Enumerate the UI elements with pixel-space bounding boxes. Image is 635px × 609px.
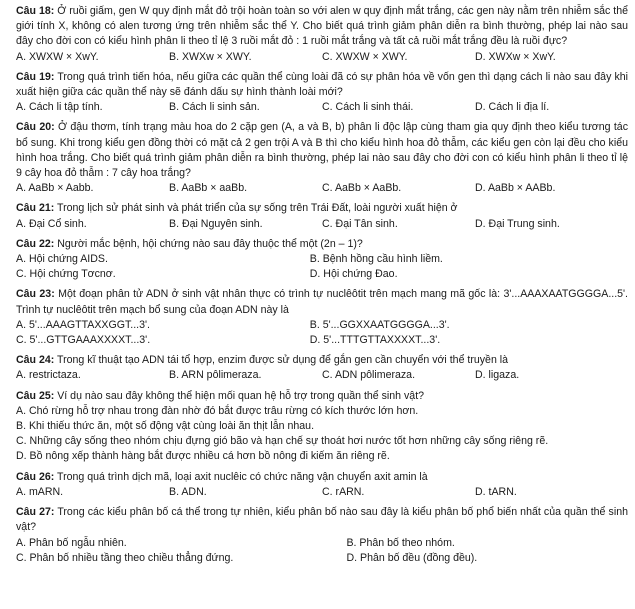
option-b: B. Đại Nguyên sinh. [169,217,263,230]
question-number: Câu 22: [16,237,55,250]
question-20 [16,120,628,196]
question-number: Câu 23: [16,288,55,301]
option-d: D. Hội chứng Đao. [309,268,398,281]
option-b: B. Cách li sinh sản. [169,101,260,114]
option-b: B. Bệnh hồng cầu hình liềm. [309,253,443,266]
option-c: C. 5'...GTTGAAAXXXXT...3'. [16,334,151,347]
option-a: A. Phân bố ngẫu nhiên. [16,536,127,549]
option-a: A. Chó rừng hỗ trợ nhau trong đàn nhờ đó bắt được trâu rừng có kích thước lớn hơn. [16,404,419,417]
question-number: Câu 24: [16,354,55,367]
option-c: C. Hội chứng Tơcnơ. [16,268,116,281]
options-row [16,368,628,383]
option-c: C. AaBb × AaBb. [322,182,402,195]
options-row [16,419,628,434]
question-number: Câu 20: [16,121,55,134]
options-row [16,485,628,500]
question-26 [16,470,628,500]
option-a: A. Hội chứng AIDS. [16,253,108,266]
options-row [16,267,628,282]
question-stem [16,201,628,216]
option-a: A. XWXW × XwY. [16,50,99,63]
question-stem [16,4,628,50]
question-25 [16,389,628,465]
question-text: Ví dụ nào sau đây không thể hiện mối quan hệ hỗ trợ trong quần thể sinh vật? [57,389,425,402]
option-d: D. ligaza. [475,369,520,382]
option-d: D. Đại Trung sinh. [475,217,560,230]
question-text: Trong các kiểu phân bố cá thể trong tự nhiên, kiểu phân bố nào sau đây là kiểu phân bố phổ biến nhất của quần thể sinh vật? [16,506,628,534]
question-stem [16,70,628,100]
question-stem [16,389,628,404]
option-a: A. Cách li tập tính. [16,101,103,114]
options-row [16,181,628,196]
option-d: D. Bồ nông xếp thành hàng bắt được nhiều cá hơn bồ nông đi kiếm ăn riêng rẽ. [16,450,390,463]
question-stem [16,287,628,317]
question-22 [16,237,628,283]
option-c: C. Cách li sinh thái. [322,101,414,114]
question-text: Một đoạn phân tử ADN ở sinh vật nhân thực có trình tự nuclêôtit trên mạch mang mã gốc là: 3'...AAAXAATGGGGA...5'. Trình tự nuclêôtit trên mạch bổ sung của đoạn ADN này là [16,288,629,316]
question-text: Trong quá trình tiến hóa, nếu giữa các quần thể cùng loài đã có sự phân hóa về vốn gen thì dạng cách li nào sau đây khi xuất hiện giữa các quần thể này sẽ đánh dấu sự hình thành loài mới? [16,70,628,99]
options-row [16,333,628,348]
question-number: Câu 19: [16,70,55,83]
question-text: Người mắc bệnh, hội chứng nào sau đây thuộc thể một (2n – 1)? [57,237,363,250]
option-d: D. AaBb × AABb. [475,182,556,195]
options-row [16,434,628,449]
option-d: D. 5'...TTTGTTAXXXXT...3'. [309,334,441,347]
question-text: Trong lịch sử phát sinh và phát triển của sự sống trên Trái Đất, loài người xuất hiện ở [57,202,458,215]
options-row [16,449,628,464]
options-row [16,50,628,65]
question-text: Ở đậu thơm, tính trạng màu hoa do 2 cặp gen (A, a và B, b) phân li độc lập cùng tham gia quy định theo kiểu tương tác bổ sung. Khi trong kiểu gen đồng thời có mặt cả 2 gen trội A và B thì cho kiểu hình hoa đỏ thẫm, các kiểu gen còn lại đều cho kiểu hình hoa trắng. Cho biết quá trình giảm phân diễn ra bình thường, phép lai nào sau đây cho đời con có kiểu hình phân li theo tỉ lệ 9 cây hoa đỏ thẫm : 7 cây hoa trắng? [16,121,628,180]
question-number: Câu 18: [16,5,55,17]
option-c: C. Phân bố nhiều tầng theo chiều thẳng đứng. [16,551,234,564]
option-a: A. 5'...AAAGTTAXXGGT...3'. [16,318,150,331]
option-b: B. ARN pôlimeraza. [169,369,262,382]
question-number: Câu 26: [16,470,55,483]
options-row [16,536,628,551]
option-c: C. Đại Tân sinh. [322,217,398,230]
question-text: Ở ruồi giấm, gen W quy định mắt đỏ trội hoàn toàn so với alen w quy định mắt trắng, các gen này nằm trên nhiễm sắc thể giới tính X, không có alen tương ứng trên nhiễm sắc thể Y. Cho biết quá trình giảm phân diễn ra bình thường, phép lai nào sau đây cho đời con có kiểu hình phân li theo tỉ lệ 3 ruồi mắt đỏ : 1 ruồi mắt trắng và tất cả ruồi mắt trắng đều là ruồi đực? [16,5,628,48]
option-d: D. XWXw × XwY. [475,50,556,63]
option-b: B. 5'...GGXXAATGGGGA...3'. [309,318,450,331]
question-number: Câu 25: [16,389,55,402]
question-21 [16,201,628,231]
option-a: A. Đại Cổ sinh. [16,217,87,230]
question-stem [16,237,628,252]
question-stem [16,470,628,485]
option-b: B. Khi thiếu thức ăn, một số động vật cùng loài ăn thịt lẫn nhau. [16,420,315,433]
option-a: A. mARN. [16,485,64,498]
options-row [16,318,628,333]
option-b: B. AaBb × aaBb. [169,182,248,195]
options-row [16,100,628,115]
exam-document [16,4,628,571]
option-b: B. XWXw × XWY. [169,50,252,63]
options-row [16,217,628,232]
option-b: B. Phân bố theo nhóm. [346,536,455,549]
question-24 [16,353,628,383]
option-c: C. ADN pôlimeraza. [322,369,416,382]
option-d: D. Phân bố đều (đồng đều). [346,551,478,564]
option-a: A. restrictaza. [16,369,81,382]
question-stem [16,505,628,535]
question-stem [16,353,628,368]
option-c: C. XWXW × XWY. [322,50,408,63]
option-a: A. AaBb × Aabb. [16,182,94,195]
options-row [16,252,628,267]
question-23 [16,287,628,348]
question-27 [16,505,628,566]
option-d: D. Cách li địa lí. [475,101,550,114]
question-text: Trong kĩ thuật tạo ADN tái tổ hợp, enzim được sử dụng để gắn gen cần chuyển với thể truyền là [57,354,509,367]
options-row [16,551,628,566]
option-b: B. ADN. [169,485,207,498]
option-d: D. tARN. [475,485,517,498]
question-stem [16,120,628,181]
question-18 [16,4,628,65]
options-row [16,404,628,419]
question-19 [16,70,628,116]
question-number: Câu 27: [16,506,55,519]
option-c: C. rARN. [322,485,365,498]
option-c: C. Những cây sống theo nhóm chịu đựng gió bão và hạn chế sự thoát hơi nước tốt hơn những cây sống riêng rẽ. [16,435,549,448]
question-text: Trong quá trình dịch mã, loại axit nuclêic có chức năng vận chuyển axit amin là [57,470,428,483]
question-number: Câu 21: [16,202,55,215]
